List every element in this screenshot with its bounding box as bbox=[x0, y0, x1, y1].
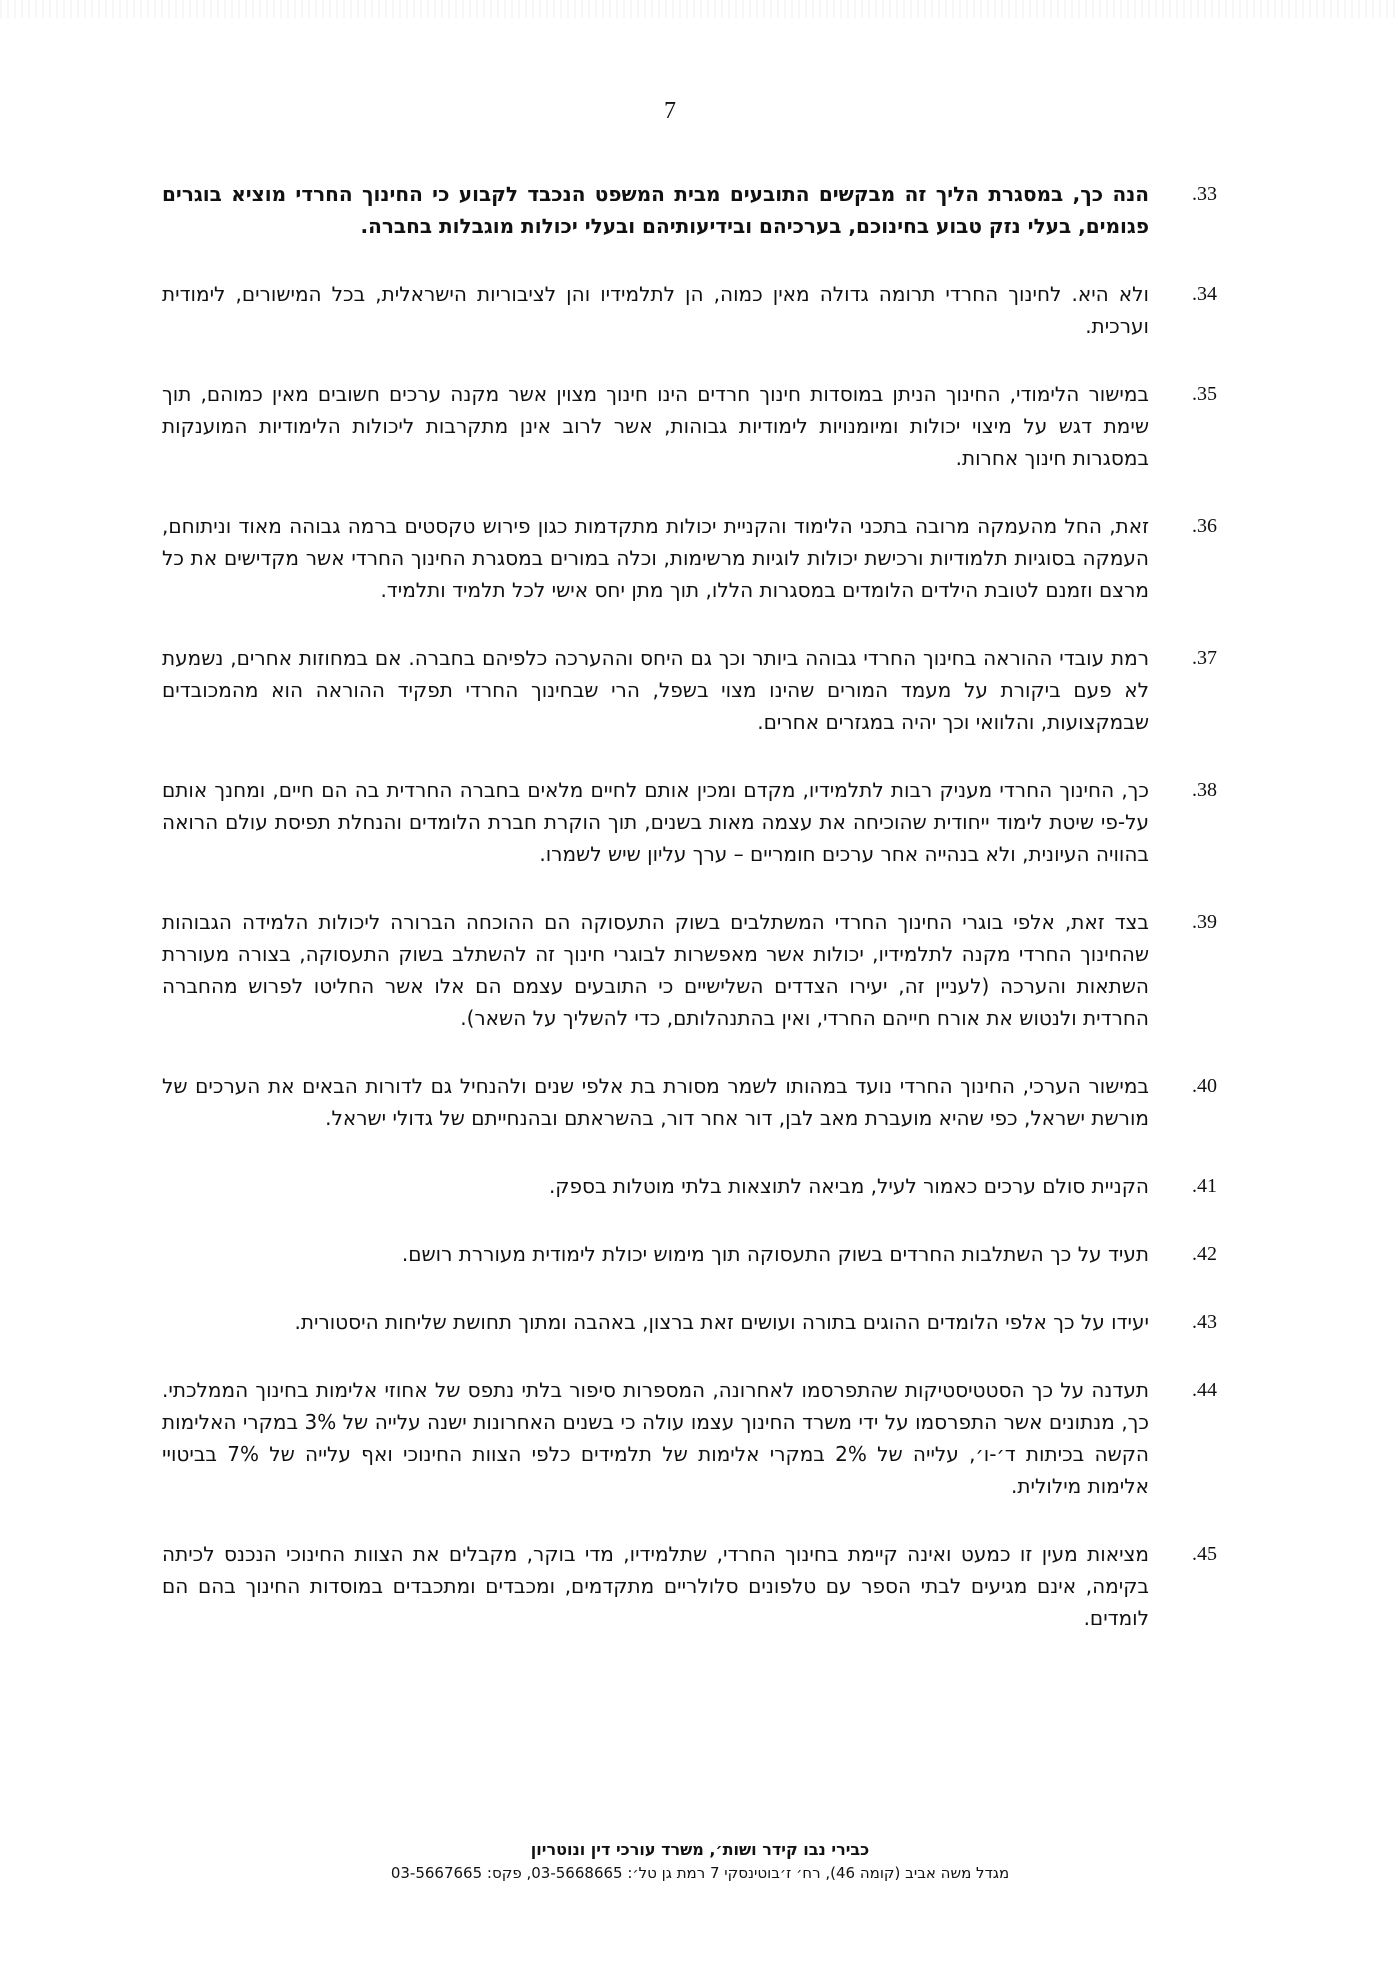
firm-address: מגדל משה אביב (קומה 46), רח׳ ז׳בוטינסקי 7 רמת גן טל׳: 03-5668665, פקס: 03-5667665 bbox=[390, 1864, 1010, 1882]
paragraph-text: יעידו על כך אלפי הלומדים ההוגים בתורה ועושים זאת ברצון, באהבה ומתוך תחושת שליחות היסטורית. bbox=[294, 1310, 1149, 1334]
paragraph-number: .40 bbox=[1192, 1075, 1217, 1097]
paragraph-number: .33 bbox=[1192, 183, 1217, 205]
paragraph-number: .41 bbox=[1192, 1175, 1217, 1197]
paragraph-number: .39 bbox=[1192, 911, 1217, 933]
paragraph-text: כך, החינוך החרדי מעניק רבות לתלמידיו, מקדם ומכין אותם לחיים מלאים בחברה החרדית בה הם חיים, ומחנך אותם על-פי שיטת לימוד ייחודית שהוכיחה את עצמה מאות בשנים, תוך הוקרת חברת הלומדים והנחלת תפיסת עולם הרואה בהוויה העיונית, ולא בנהייה אחר ערכים חומריים – ערך עליון שיש לשמרו. bbox=[162, 778, 1149, 866]
paragraph-39 bbox=[162, 906, 1217, 1034]
paragraph-44 bbox=[162, 1374, 1217, 1502]
paragraph-number: .44 bbox=[1192, 1379, 1217, 1401]
paragraph-38 bbox=[162, 774, 1217, 870]
paragraph-number: .34 bbox=[1192, 283, 1217, 305]
page-number: 7 bbox=[664, 98, 676, 124]
document-body bbox=[162, 178, 1217, 1670]
paragraph-number: .45 bbox=[1192, 1543, 1217, 1565]
paragraph-text: בצד זאת, אלפי בוגרי החינוך החרדי המשתלבים בשוק התעסוקה הם ההוכחה הברורה ליכולות הלמידה הגבוהות שהחינוך החרדי מקנה לתלמידיו, יכולות אשר מאפשרות לבוגרי חינוך זה להשתלב בשוק התעסוקה, בצורה מעוררת השתאות והערכה (לעניין זה, יעירו הצדדים השלישיים כי התובעים עצמם הם אלו אשר החליטו לפרוש מהחברה החרדית ולנטוש את אורח חייהם החרדי, ואין בהתנהלותם, כדי להשליך על השאר). bbox=[162, 910, 1149, 1030]
paragraph-text: במישור הלימודי, החינוך הניתן במוסדות חינוך חרדים הינו חינוך מצוין אשר מקנה ערכים חשובים מאין כמוהם, תוך שימת דגש על מיצוי יכולות ומיומנויות לימודיות גבוהות, אשר לרוב אינן מתקרבות ליכולות הלימודיות המוענקות במסגרות חינוך אחרות. bbox=[162, 382, 1149, 470]
paragraph-text: הקניית סולם ערכים כאמור לעיל, מביאה לתוצאות בלתי מוטלות בספק. bbox=[548, 1174, 1149, 1198]
paragraph-text: תעיד על כך השתלבות החרדים בשוק התעסוקה תוך מימוש יכולת לימודית מעוררת רושם. bbox=[401, 1242, 1149, 1266]
paragraph-text: במישור הערכי, החינוך החרדי נועד במהותו לשמר מסורת בת אלפי שנים ולהנחיל גם לדורות הבאים את הערכים של מורשת ישראל, כפי שהיא מועברת מאב לבן, דור אחר דור, בהשראתם ובהנחייתם של גדולי ישראל. bbox=[162, 1074, 1149, 1130]
scan-artifact-strip bbox=[0, 0, 1400, 18]
paragraph-text: מציאות מעין זו כמעט ואינה קיימת בחינוך החרדי, שתלמידיו, מדי בוקר, מקבלים את הצוות החינוכי הנכנס לכיתה בקימה, אינם מגיעים לבתי הספר עם טלפונים סלולריים מתקדמים, ומכבדים ומתכבדים במוסדות החינוך בהם הם לומדים. bbox=[162, 1542, 1149, 1630]
paragraph-number: .35 bbox=[1192, 383, 1217, 405]
paragraph-37 bbox=[162, 642, 1217, 738]
paragraph-number: .43 bbox=[1192, 1311, 1217, 1333]
paragraph-42 bbox=[162, 1238, 1217, 1270]
paragraph-text: ולא היא. לחינוך החרדי תרומה גדולה מאין כמוה, הן לתלמידיו והן לציבוריות הישראלית, בכל המישורים, לימודית וערכית. bbox=[162, 282, 1149, 338]
paragraph-36 bbox=[162, 510, 1217, 606]
paragraph-text: זאת, החל מהעמקה מרובה בתכני הלימוד והקניית יכולות מתקדמות כגון פירוש טקסטים ברמה גבוהה מאוד וניתוחם, העמקה בסוגיות תלמודיות ורכישת יכולות לוגיות מרשימות, וכלה במורים במסגרת החינוך החרדי אשר מקדישים את כל מרצם וזמנם לטובת הילדים הלומדים במסגרות הללו, תוך מתן יחס אישי לכל תלמיד ותלמיד. bbox=[162, 514, 1149, 602]
paragraph-number: .37 bbox=[1192, 647, 1217, 669]
paragraph-text: תעדנה על כך הסטטיסטיקות שהתפרסמו לאחרונה, המספרות סיפור בלתי נתפס של אחוזי אלימות בחינוך הממלכתי. כך, מנתונים אשר התפרסמו על ידי משרד החינוך עצמו עולה כי בשנים האחרונות ישנה עלייה של 3% במקרי האלימות הקשה בכיתות ד׳-ו׳, עלייה של 2% במקרי אלימות של תלמידים כלפי הצוות החינוכי ואף עלייה של 7% בביטויי אלימות מילולית. bbox=[162, 1378, 1149, 1498]
paragraph-45 bbox=[162, 1538, 1217, 1634]
paragraph-35 bbox=[162, 378, 1217, 474]
paragraph-number: .42 bbox=[1192, 1243, 1217, 1265]
paragraph-43 bbox=[162, 1306, 1217, 1338]
paragraph-text: הנה כך, במסגרת הליך זה מבקשים התובעים מבית המשפט הנכבד לקבוע כי החינוך החרדי מוציא בוגרים פגומים, בעלי נזק טבוע בחינוכם, בערכיהם ובידיעותיהם ובעלי יכולות מוגבלות בחברה. bbox=[162, 182, 1149, 238]
paragraph-41 bbox=[162, 1170, 1217, 1202]
letterhead-footer bbox=[260, 1838, 1140, 1884]
law-firm-name: כבירי נבו קידר ושות׳, משרד עורכי דין ונוטריון bbox=[530, 1840, 870, 1859]
paragraph-34 bbox=[162, 278, 1217, 342]
paragraph-number: .36 bbox=[1192, 515, 1217, 537]
paragraph-text: רמת עובדי ההוראה בחינוך החרדי גבוהה ביותר וכך גם היחס וההערכה כלפיהם בחברה. אם במחוזות אחרים, נשמעת לא פעם ביקורת על מעמד המורים שהינו מצוי בשפל, הרי שבחינוך החרדי תפקיד ההוראה הוא מהמכובדים שבמקצועות, והלוואי וכך יהיה במגזרים אחרים. bbox=[162, 646, 1149, 734]
paragraph-40 bbox=[162, 1070, 1217, 1134]
paragraph-33 bbox=[162, 178, 1217, 242]
paragraph-number: .38 bbox=[1192, 779, 1217, 801]
